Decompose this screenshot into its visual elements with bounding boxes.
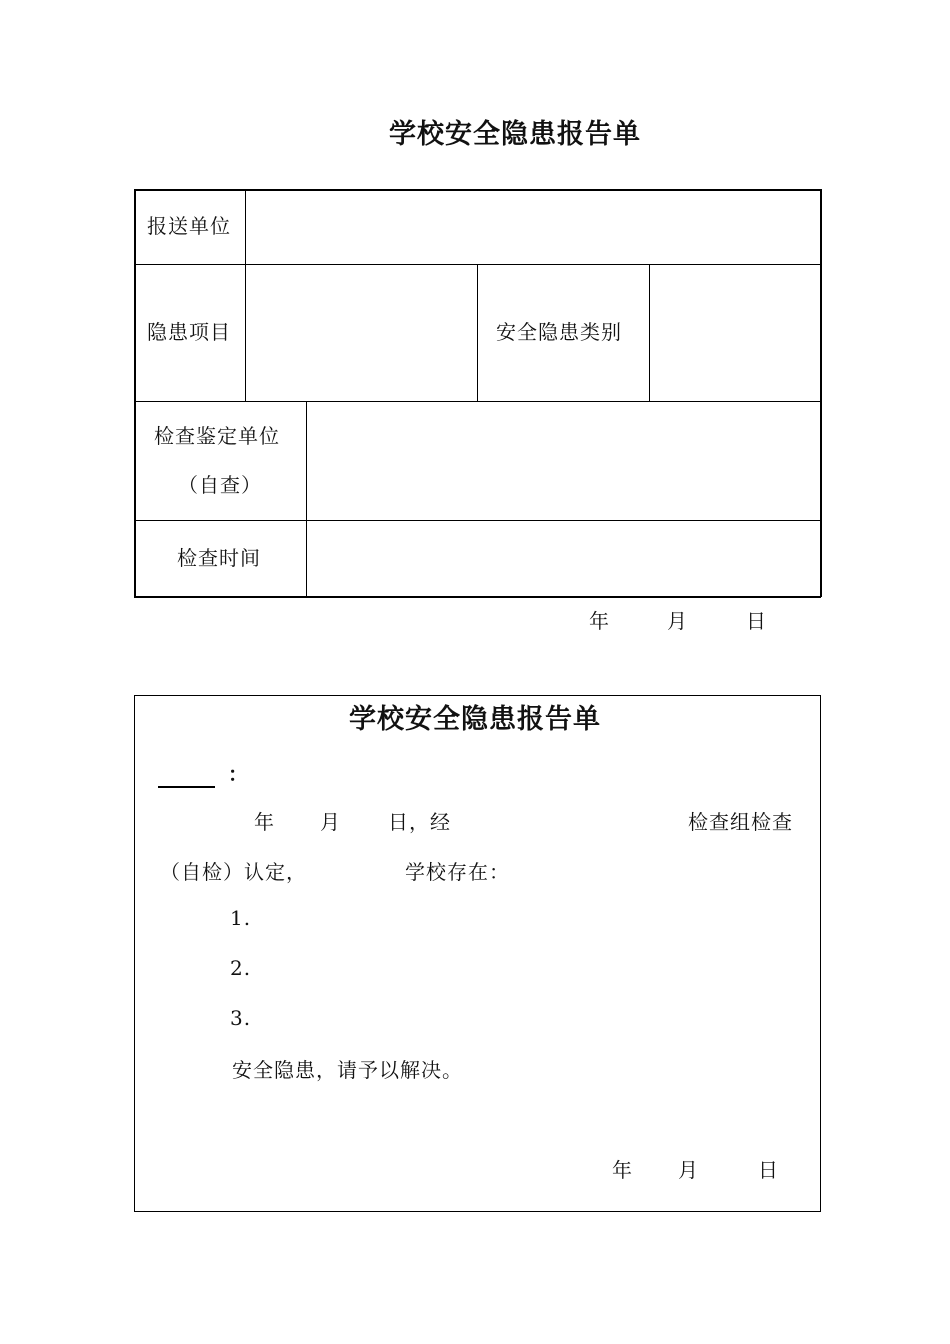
- addressee-blank[interactable]: [158, 786, 215, 788]
- notice-day-label: 日，经: [388, 810, 451, 834]
- hazard-item-label: 隐患项目: [147, 320, 231, 344]
- list-item: 3.: [230, 1006, 252, 1030]
- inspection-unit-sublabel: （自查）: [178, 473, 262, 497]
- notice-date-year: 年: [612, 1158, 633, 1182]
- closing-text: 安全隐患，请予以解决。: [232, 1058, 463, 1082]
- date-month-label: 月: [667, 609, 688, 633]
- hazard-item-field[interactable]: [246, 265, 476, 400]
- hazard-category-field[interactable]: [650, 265, 819, 400]
- inspection-group-text: 检查组检查: [688, 810, 793, 834]
- notice-title: 学校安全隐患报告单: [349, 704, 601, 735]
- reporting-unit-label: 报送单位: [147, 214, 231, 238]
- date-year-label: 年: [589, 609, 610, 633]
- reporting-unit-field[interactable]: [246, 190, 819, 263]
- hazard-category-label: 安全隐患类别: [496, 320, 622, 344]
- inspection-unit-field[interactable]: [307, 402, 819, 519]
- self-check-text: （自检）认定，: [160, 860, 307, 884]
- notice-year-label: 年: [254, 810, 275, 834]
- page-title: 学校安全隐患报告单: [389, 119, 641, 150]
- notice-date-day: 日: [758, 1158, 779, 1182]
- addressee-colon: ：: [228, 762, 249, 786]
- notice-date-month: 月: [678, 1158, 699, 1182]
- school-exists-text: 学校存在：: [405, 860, 510, 884]
- list-item: 2.: [230, 956, 252, 980]
- notice-month-label: 月: [320, 810, 341, 834]
- inspection-time-field[interactable]: [307, 521, 819, 595]
- list-item: 1.: [230, 906, 252, 930]
- date-day-label: 日: [746, 609, 767, 633]
- inspection-time-label: 检查时间: [177, 546, 261, 570]
- inspection-unit-label: 检查鉴定单位: [154, 424, 280, 448]
